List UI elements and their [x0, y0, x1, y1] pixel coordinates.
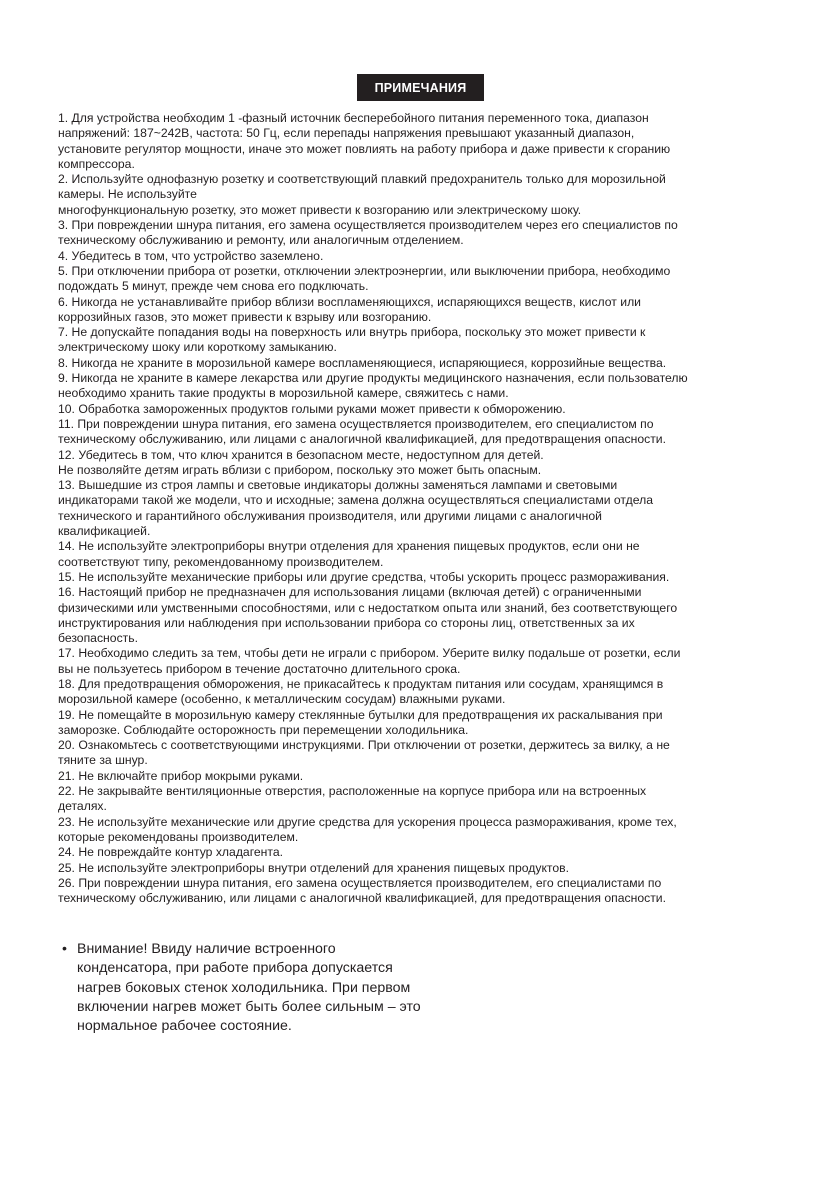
note-line: физическими или умственными способностями, или с недостатком опыта или знаний, без соответствующего	[58, 600, 678, 615]
note-line: 2. Используйте однофазную розетку и соответствующий плавкий предохранитель только для морозильной	[58, 172, 666, 187]
note-line: многофункциональную розетку, это может привести к возгоранию или электрическому шоку.	[58, 202, 582, 217]
note-item	[58, 264, 786, 295]
note-line: 18. Для предотвращения обморожения, не прикасайтесь к продуктам питания или сосудам, хранящимся в	[58, 676, 664, 691]
note-line: заморозке. Соблюдайте осторожность при перемещении холодильника.	[58, 722, 469, 737]
note-item	[58, 478, 786, 539]
note-item	[58, 784, 786, 815]
note-line: 25. Не используйте электроприборы внутри отделений для хранения пищевых продуктов.	[58, 860, 570, 875]
note-item	[58, 845, 786, 860]
note-line: технического и гарантийного обслуживания производителя, или другими лицами с аналогичной	[58, 508, 602, 523]
note-line: 17. Необходимо следить за тем, чтобы дети не играли с прибором. Уберите вилку подальше от розетки, если	[58, 646, 681, 661]
note-line: Не позволяйте детям играть вблизи с прибором, поскольку это может быть опасным.	[58, 462, 542, 477]
note-item	[58, 448, 786, 479]
warning-line: нагрев боковых стенок холодильника. При первом	[77, 979, 411, 996]
note-line: 11. При повреждении шнура питания, его замена осуществляется производителем, его специалистом по	[58, 416, 654, 431]
note-line: 5. При отключении прибора от розетки, отключении электроэнергии, или выключении прибора, необходимо	[58, 263, 671, 278]
note-line: квалификацией.	[58, 524, 151, 539]
note-line: 6. Никогда не устанавливайте прибор вблизи воспламеняющихся, испаряющихся веществ, кислот или	[58, 294, 641, 309]
note-line: 1. Для устройства необходим 1 -фазный источник бесперебойного питания переменного тока, диапазон	[58, 111, 649, 125]
note-line: 12. Убедитесь в том, что ключ хранится в безопасном месте, недоступном для детей.	[58, 447, 544, 462]
note-item	[58, 249, 786, 264]
note-line: морозильной камере (особенно, к металлическим сосудам) влажными руками.	[58, 692, 506, 707]
note-line: установите регулятор мощности, иначе это может повлиять на работу прибора и даже привести к сгоранию	[58, 141, 671, 156]
note-item	[58, 769, 786, 784]
note-item	[58, 371, 786, 402]
note-line: 24. Не повреждайте контур хладагента.	[58, 845, 284, 860]
note-line: 20. Ознакомьтесь с соответствующими инструкциями. При отключении от розетки, держитесь за вилку, а не	[58, 738, 670, 753]
note-line: 23. Не используйте механические или другие средства для ускорения процесса размораживания, кроме тех,	[58, 814, 677, 829]
note-line: электрическому шоку или короткому замыканию.	[58, 340, 337, 355]
note-item	[58, 738, 786, 769]
note-line: 7. Не допускайте попадания воды на поверхность или внутрь прибора, поскольку это может привести к	[58, 325, 646, 340]
note-line: камеры. Не используйте	[58, 187, 197, 202]
note-item	[58, 646, 786, 677]
note-item	[58, 218, 786, 249]
note-line: 22. Не закрывайте вентиляционные отверстия, расположенные на корпусе прибора или на встроенных	[58, 784, 647, 799]
note-item	[58, 539, 786, 570]
note-line: тяните за шнур.	[58, 753, 148, 768]
note-item	[58, 876, 786, 907]
note-item	[58, 417, 786, 448]
note-line: соответствуют типу, рекомендованному производителем.	[58, 554, 384, 569]
note-line: 14. Не используйте электроприборы внутри отделения для хранения пищевых продуктов, если они не	[58, 539, 640, 554]
note-line: 16. Настоящий прибор не предназначен для использования лицами (включая детей) с ограниченными	[58, 585, 642, 600]
note-line: деталях.	[58, 799, 107, 814]
note-line: 3. При повреждении шнура питания, его замена осуществляется производителем через его специалистов по	[58, 218, 678, 233]
section-title: ПРИМЕЧАНИЯ	[357, 74, 484, 101]
note-item	[58, 570, 786, 585]
notes-list	[58, 111, 786, 906]
warning-text	[62, 940, 482, 1036]
note-line: необходимо хранить такие продукты в морозильной камере, свяжитесь с нами.	[58, 386, 509, 401]
note-line: 8. Никогда не храните в морозильной камере воспламеняющиеся, испаряющиеся, коррозийные вещества.	[58, 355, 667, 370]
note-line: безопасность.	[58, 631, 138, 646]
note-item	[58, 111, 786, 172]
note-line: 15. Не используйте механические приборы или другие средства, чтобы ускорить процесс размораживания.	[58, 569, 670, 584]
note-item	[58, 172, 786, 218]
warning-line: нормальное рабочее состояние.	[77, 1018, 292, 1035]
note-line: 19. Не помещайте в морозильную камеру стеклянные бутылки для предотвращения их раскалывания при	[58, 707, 663, 722]
note-line: инструктирования или наблюдения при использовании прибора со стороны лиц, ответственных за их	[58, 615, 635, 630]
note-line: 10. Обработка замороженных продуктов голыми руками может привести к обморожению.	[58, 401, 566, 416]
note-item	[58, 295, 786, 326]
warning-line: включении нагрев может быть более сильным – это	[77, 998, 421, 1015]
bullet-icon: •	[62, 941, 67, 957]
note-item	[58, 402, 786, 417]
note-item	[58, 815, 786, 846]
note-item	[58, 708, 786, 739]
note-line: 4. Убедитесь в том, что устройство заземлено.	[58, 248, 324, 263]
note-item	[58, 861, 786, 876]
note-line: которые рекомендованы производителем.	[58, 829, 299, 844]
warning-line: Внимание! Ввиду наличие встроенного	[77, 941, 336, 957]
note-line: 9. Никогда не храните в камере лекарства или другие продукты медицинского назначения, если пользователю	[58, 371, 688, 386]
note-line: 21. Не включайте прибор мокрыми руками.	[58, 768, 304, 783]
note-line: 26. При повреждении шнура питания, его замена осуществляется производителем, его специалистами по	[58, 875, 662, 890]
note-line: техническому обслуживанию, или лицами с аналогичной квалификацией, для предотвращения опасности.	[58, 891, 666, 906]
note-line: индикаторами такой же модели, что и исходные; замена должна осуществляться специалистами отдела	[58, 493, 653, 508]
note-item	[58, 677, 786, 708]
note-line: напряжений: 187~242В, частота: 50 Гц, если перепады напряжения превышают указанный диапазон,	[58, 126, 635, 141]
warning-note	[62, 940, 482, 1036]
note-line: 13. Вышедшие из строя лампы и световые индикаторы должны заменяться лампами и световыми	[58, 478, 618, 493]
note-item	[58, 356, 786, 371]
note-line: подождать 5 минут, прежде чем снова его подключать.	[58, 279, 369, 294]
note-line: техническому обслуживанию и ремонту, или аналогичным отделением.	[58, 233, 464, 248]
note-item	[58, 585, 786, 646]
note-line: коррозийных газов, это может привести к взрыву или возгоранию.	[58, 309, 432, 324]
note-line: вы не пользуетесь прибором в течение достаточно длительного срока.	[58, 661, 461, 676]
note-line: компрессора.	[58, 156, 135, 171]
warning-line: конденсатора, при работе прибора допускается	[77, 960, 393, 977]
note-line: техническому обслуживанию, или лицами с аналогичной квалификацией, для предотвращения опасности.	[58, 432, 666, 447]
note-item	[58, 325, 786, 356]
